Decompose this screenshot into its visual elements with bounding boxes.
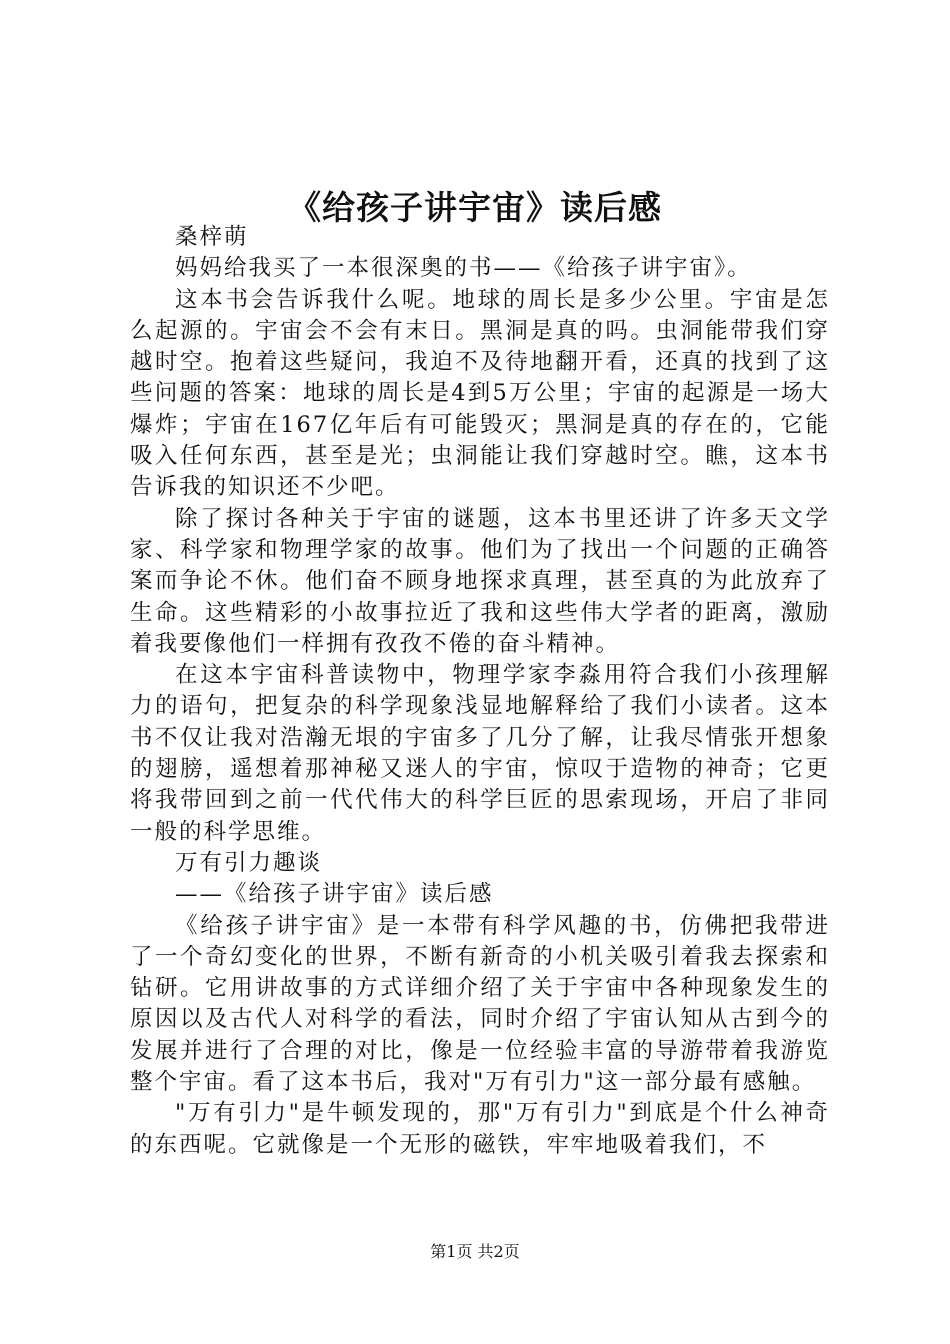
- paragraph: "万有引力"是牛顿发现的，那"万有引力"到底是个什么神奇的东西呢。它就像是一个无形的磁铁，牢牢地吸着我们，不: [130, 1100, 830, 1158]
- paragraph: 妈妈给我买了一本很深奥的书——《给孩子讲宇宙》。: [175, 255, 752, 282]
- paragraph: 这本书会告诉我什么呢。地球的周长是多少公里。宇宙是怎么起源的。宇宙会不会有末日。黑洞是真的吗。虫洞能带我们穿越时空。抱着这些疑问，我迫不及待地翻开看，还真的找到了这些问题的答案：地球的周长是4到5万公里；宇宙的起源是一场大爆炸；宇宙在167亿年后有可能毁灭；黑洞是真的存在的，它能吸入任何东西，甚至是光；虫洞能让我们穿越时空。瞧，这本书告诉我的知识还不少吧。: [130, 286, 830, 501]
- paragraph: 在这本宇宙科普读物中，物理学家李淼用符合我们小孩理解力的语句，把复杂的科学现象浅显地解释给了我们小读者。这本书不仅让我对浩瀚无垠的宇宙多了几分了解，让我尽情张开想象的翅膀，遥想着那神秘又迷人的宇宙，惊叹于造物的神奇；它更将我带回到之前一代代伟大的科学巨匠的思索现场，开启了非同一般的科学思维。: [130, 662, 830, 845]
- document-body: [130, 222, 830, 1161]
- author-line: 桑梓萌: [175, 224, 249, 250]
- paragraph: 除了探讨各种关于宇宙的谜题，这本书里还讲了许多天文学家、科学家和物理学家的故事。他们为了找出一个问题的正确答案而争论不休。他们奋不顾身地探求真理，甚至真的为此放弃了生命。这些精彩的小故事拉近了我和这些伟大学者的距离，激励着我要像他们一样拥有孜孜不倦的奋斗精神。: [130, 505, 830, 657]
- document-title: 《给孩子讲宇宙》读后感: [288, 188, 662, 227]
- paragraph: 《给孩子讲宇宙》是一本带有科学风趣的书，仿佛把我带进了一个奇幻变化的世界，不断有新奇的小机关吸引着我去探索和钻研。它用讲故事的方式详细介绍了关于宇宙中各种现象发生的原因以及古代人对科学的看法，同时介绍了宇宙认知从古到今的发展并进行了合理的对比，像是一位经验丰富的导游带着我游览整个宇宙。看了这本书后，我对"万有引力"这一部分最有感触。: [130, 912, 830, 1096]
- section-subheading: ——《给孩子讲宇宙》读后感: [175, 881, 494, 908]
- section-heading: 万有引力趣谈: [175, 849, 323, 876]
- page-footer: 第1页 共2页: [430, 1242, 520, 1261]
